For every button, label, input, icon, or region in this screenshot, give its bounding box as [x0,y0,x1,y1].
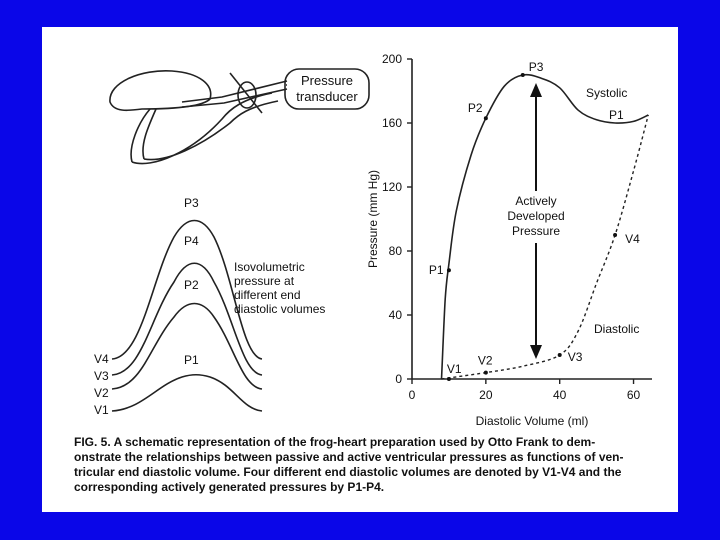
iso-legend-line: different end [234,288,301,302]
iso-peak-label: P1 [184,353,199,367]
pv-point-v4 [613,233,617,237]
caption-line: tricular end diastolic volume. Four different end diastolic volumes are denoted by V1-V4 and the [74,465,622,479]
transducer-label-2: transducer [296,89,358,104]
y-tick-label: 160 [381,116,402,130]
y-tick-label: 120 [381,180,402,194]
x-tick-label: 20 [479,388,493,402]
arrow-text-line: Pressure [511,224,561,238]
y-tick-label: 0 [395,372,402,386]
diastolic-label: Diastolic [594,322,640,336]
pv-point-label: V3 [567,350,583,364]
transducer-label-1: Pressure [300,73,354,88]
iso-volume-label: V3 [94,369,109,383]
y-tick-label: 200 [381,52,402,66]
pv-point-label: V2 [477,353,493,368]
pv-point-label: P1 [428,263,444,278]
y-tick-label: 40 [388,308,402,322]
arrow-text-line: Developed [507,209,565,223]
pv-point-label: P2 [467,101,483,116]
pv-point-v2 [484,371,488,375]
x-axis-label: Diastolic Volume (ml) [475,414,589,428]
pv-point-v3 [558,353,562,357]
pv-chart [366,52,652,428]
caption-line: FIG. 5. A schematic representation of the frog-heart preparation used by Otto Frank to dem- [74,435,596,449]
x-tick-label: 0 [408,388,416,402]
pv-point-label: V4 [625,232,640,246]
caption-line: corresponding actively generated pressures by P1-P4. [74,480,385,494]
pv-point-p2 [484,116,488,120]
iso-curve-v1 [112,375,262,411]
iso-peak-label: P2 [184,278,199,292]
cannula-loop [132,93,278,164]
x-tick-label: 60 [626,388,641,402]
iso-legend-line: pressure at [234,274,295,288]
slide [42,27,678,512]
figure-caption [74,435,674,495]
caption-line: onstrate the relationships between passive and active ventricular pressures as functions of ven- [74,450,624,464]
heart-ventricle [110,71,211,111]
systolic-p1-label: P1 [609,108,624,122]
iso-peak-label: P4 [184,234,199,248]
arrow-head-down [530,345,542,359]
iso-legend-line: diastolic volumes [234,302,326,316]
x-tick-label: 40 [553,388,567,402]
y-tick-label: 80 [388,244,402,258]
pv-point-p3 [521,73,525,77]
arrow-head-up [530,83,542,97]
y-ticks [382,52,412,386]
arrow-text-line: Actively [515,194,557,208]
pv-point-p1 [447,268,451,272]
iso-volume-label: V4 [94,352,109,366]
pv-point-label: V1 [446,362,462,376]
pv-point-label: P3 [528,60,544,74]
diastolic-curve [442,115,649,379]
iso-peak-label: P3 [184,196,199,210]
iso-legend-line: Isovolumetric [234,260,305,274]
systolic-label: Systolic [586,86,628,100]
iso-volume-label: V2 [94,386,109,400]
pv-point-v1 [447,377,451,381]
y-axis-label: Pressure (mm Hg) [366,169,380,269]
x-ticks [409,379,641,402]
heart-outflow [131,109,156,162]
iso-volume-label: V1 [94,403,109,417]
